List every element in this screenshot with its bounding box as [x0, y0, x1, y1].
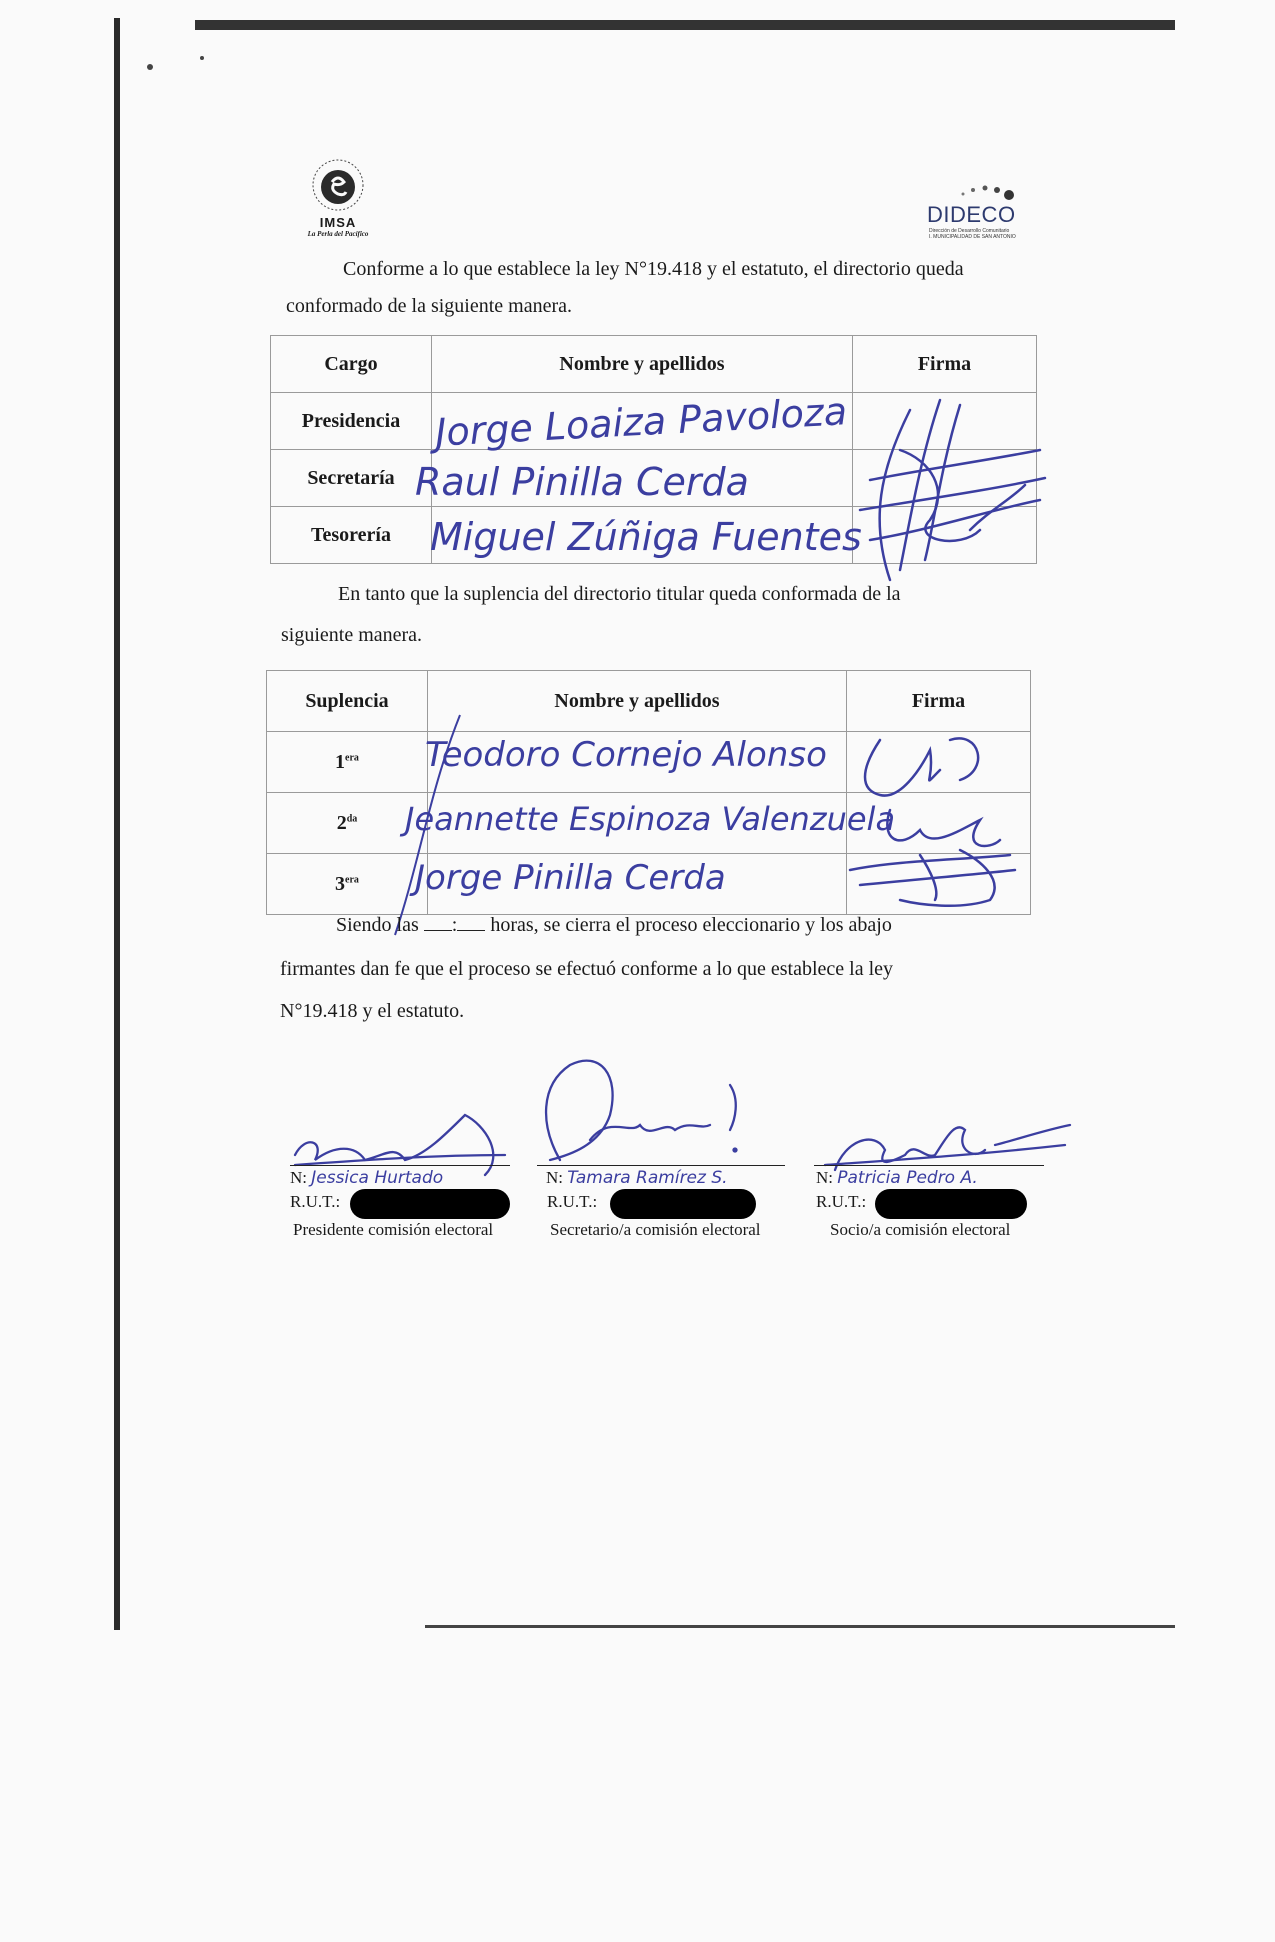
suplencia-intro-line-2: siguiente manera. [281, 624, 423, 646]
handwritten-signer-name: Patricia Pedro A. [837, 1168, 978, 1188]
scan-speck [147, 64, 153, 70]
handwritten-name: Miguel Zúñiga Fuentes [430, 515, 862, 559]
signer-name-row [546, 1168, 728, 1188]
cargo-cell: Tesorería [271, 507, 432, 564]
scan-top-border [195, 20, 1175, 30]
orden-suffix: era [345, 873, 359, 885]
handwritten-name: Jorge Pinilla Cerda [415, 858, 726, 898]
header-nombre: Nombre y apellidos [432, 336, 853, 393]
dideco-logo [925, 180, 1035, 246]
handwritten-signature-icon [840, 390, 1050, 590]
table-header-row [271, 336, 1037, 393]
signature-line [290, 1165, 510, 1166]
orden-suffix: da [346, 812, 358, 824]
cargo-cell: Secretaría [271, 450, 432, 507]
signer-role: Socio/a comisión electoral [830, 1220, 1011, 1239]
intro-line-1: Conforme a lo que establece la ley N°19.418 y el estatuto, el directorio queda [343, 258, 964, 280]
header-cargo: Cargo [271, 336, 432, 393]
dideco-dots-icon [953, 180, 1033, 204]
signature-line [814, 1165, 1044, 1166]
dideco-logo-subtitle [929, 228, 1016, 240]
rut-label: R.U.T.: [547, 1192, 598, 1211]
name-label: N: [546, 1168, 563, 1187]
scan-left-border [114, 18, 120, 1630]
handwritten-stroke-icon [390, 710, 470, 940]
orden-number: 2 [336, 811, 347, 834]
time-separator: : [451, 914, 458, 936]
dideco-subtitle-line2: I. MUNICIPALIDAD DE SAN ANTONIO [929, 234, 1016, 240]
hour-blank [424, 914, 452, 931]
closing-line-1-start: Siendo las [336, 914, 419, 936]
signer-role: Presidente comisión electoral [293, 1220, 494, 1239]
header-nombre: Nombre y apellidos [428, 671, 847, 732]
dideco-subtitle-line1: Dirección de Desarrollo Comunitario [929, 228, 1010, 234]
signer-name-row [290, 1168, 443, 1188]
handwritten-signer-name: Jessica Hurtado [311, 1168, 444, 1188]
minute-blank [457, 914, 485, 931]
header-firma: Firma [847, 671, 1031, 732]
intro-line-2: conformado de la siguiente manera. [286, 295, 572, 317]
redaction-bar [875, 1189, 1027, 1219]
orden-number: 1 [335, 750, 346, 773]
imsa-logo [283, 158, 393, 240]
imsa-logo-tagline: La Perla del Pacífico [307, 230, 369, 238]
rut-label: R.U.T.: [290, 1192, 341, 1211]
imsa-seal-icon [311, 158, 365, 212]
scan-speck [200, 56, 204, 60]
name-label: N: [290, 1168, 307, 1187]
handwritten-name: Jorge Loaiza Pavoloza [434, 389, 849, 455]
header-suplencia: Suplencia [267, 671, 428, 732]
handwritten-name: Raul Pinilla Cerda [415, 460, 749, 504]
signature-line [537, 1165, 785, 1166]
handwritten-signature-icon [530, 1045, 790, 1175]
signer-role: Secretario/a comisión electoral [550, 1220, 761, 1239]
handwritten-name: Jeannette Espinoza Valenzuela [405, 800, 896, 838]
handwritten-signer-name: Tamara Ramírez S. [567, 1168, 728, 1188]
orden-number: 3 [335, 872, 346, 895]
suplencia-intro-line-1: En tanto que la suplencia del directorio titular queda conformada de la [338, 583, 901, 605]
closing-line-3: N°19.418 y el estatuto. [280, 1000, 465, 1022]
header-firma: Firma [853, 336, 1037, 393]
closing-line-1-end: horas, se cierra el proceso eleccionario y los abajo [490, 914, 892, 936]
closing-line-2: firmantes dan fe que el proceso se efectuó conforme a lo que establece la ley [280, 958, 894, 980]
handwritten-name: Teodoro Cornejo Alonso [425, 735, 827, 775]
handwritten-signature-icon [840, 710, 1040, 910]
orden-suffix: era [345, 751, 359, 763]
redaction-bar [350, 1189, 510, 1219]
signer-name-row [816, 1168, 978, 1188]
redaction-bar [610, 1189, 756, 1219]
imsa-logo-name: IMSA [319, 215, 357, 230]
scan-bottom-border [425, 1625, 1175, 1628]
rut-label: R.U.T.: [816, 1192, 867, 1211]
cargo-cell: Presidencia [271, 393, 432, 450]
closing-line-1 [336, 908, 1024, 942]
dideco-logo-name: DIDECO [927, 202, 1016, 227]
name-label: N: [816, 1168, 833, 1187]
